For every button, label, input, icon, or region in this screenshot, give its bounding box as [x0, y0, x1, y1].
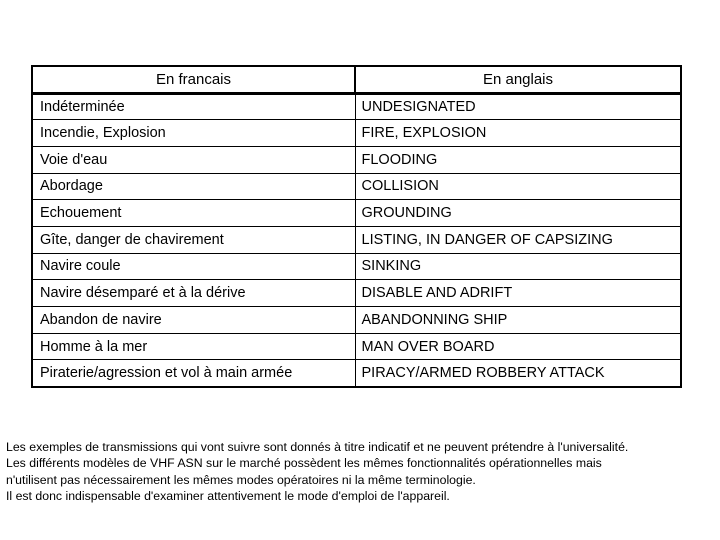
table-row [32, 253, 681, 280]
cell-english: FLOODING [355, 146, 681, 173]
table-row [32, 146, 681, 173]
cell-english: ABANDONNING SHIP [355, 307, 681, 334]
table-row [32, 226, 681, 253]
cell-english: MAN OVER BOARD [355, 333, 681, 360]
note-line: Il est donc indispensable d'examiner attentivement le mode d'emploi de l'appareil. [6, 489, 450, 504]
note-line: Les exemples de transmissions qui vont suivre sont donnés à titre indicatif et ne peuvent prétendre à l'universalité. [6, 440, 629, 454]
cell-french: Indéterminée [32, 93, 355, 120]
cell-english: GROUNDING [355, 200, 681, 227]
table-header-row [32, 66, 681, 93]
header-english: En anglais [355, 66, 681, 93]
table-row [32, 200, 681, 227]
distress-type-table [31, 65, 682, 388]
disclaimer-note [6, 439, 718, 505]
cell-english: PIRACY/ARMED ROBBERY ATTACK [355, 360, 681, 387]
table-row [32, 280, 681, 307]
cell-english: FIRE, EXPLOSION [355, 120, 681, 147]
note-line: Les différents modèles de VHF ASN sur le marché possèdent les mêmes fonctionnalités opérationnelles mais [6, 456, 602, 471]
cell-french: Incendie, Explosion [32, 120, 355, 147]
cell-english: UNDESIGNATED [355, 93, 681, 120]
cell-french: Abandon de navire [32, 307, 355, 334]
cell-english: SINKING [355, 253, 681, 280]
cell-english: LISTING, IN DANGER OF CAPSIZING [355, 226, 681, 253]
cell-french: Gîte, danger de chavirement [32, 226, 355, 253]
header-french: En francais [32, 66, 355, 93]
cell-french: Piraterie/agression et vol à main armée [32, 360, 355, 387]
table-row [32, 93, 681, 120]
cell-french: Navire coule [32, 253, 355, 280]
table-row [32, 173, 681, 200]
table-row [32, 120, 681, 147]
cell-french: Navire désemparé et à la dérive [32, 280, 355, 307]
cell-french: Echouement [32, 200, 355, 227]
cell-english: DISABLE AND ADRIFT [355, 280, 681, 307]
note-line: n'utilisent pas nécessairement les mêmes modes opératoires ni la même terminologie. [6, 472, 476, 487]
cell-french: Abordage [32, 173, 355, 200]
table-row [32, 360, 681, 387]
cell-french: Homme à la mer [32, 333, 355, 360]
table-row [32, 333, 681, 360]
cell-english: COLLISION [355, 173, 681, 200]
cell-french: Voie d'eau [32, 146, 355, 173]
table-row [32, 307, 681, 334]
